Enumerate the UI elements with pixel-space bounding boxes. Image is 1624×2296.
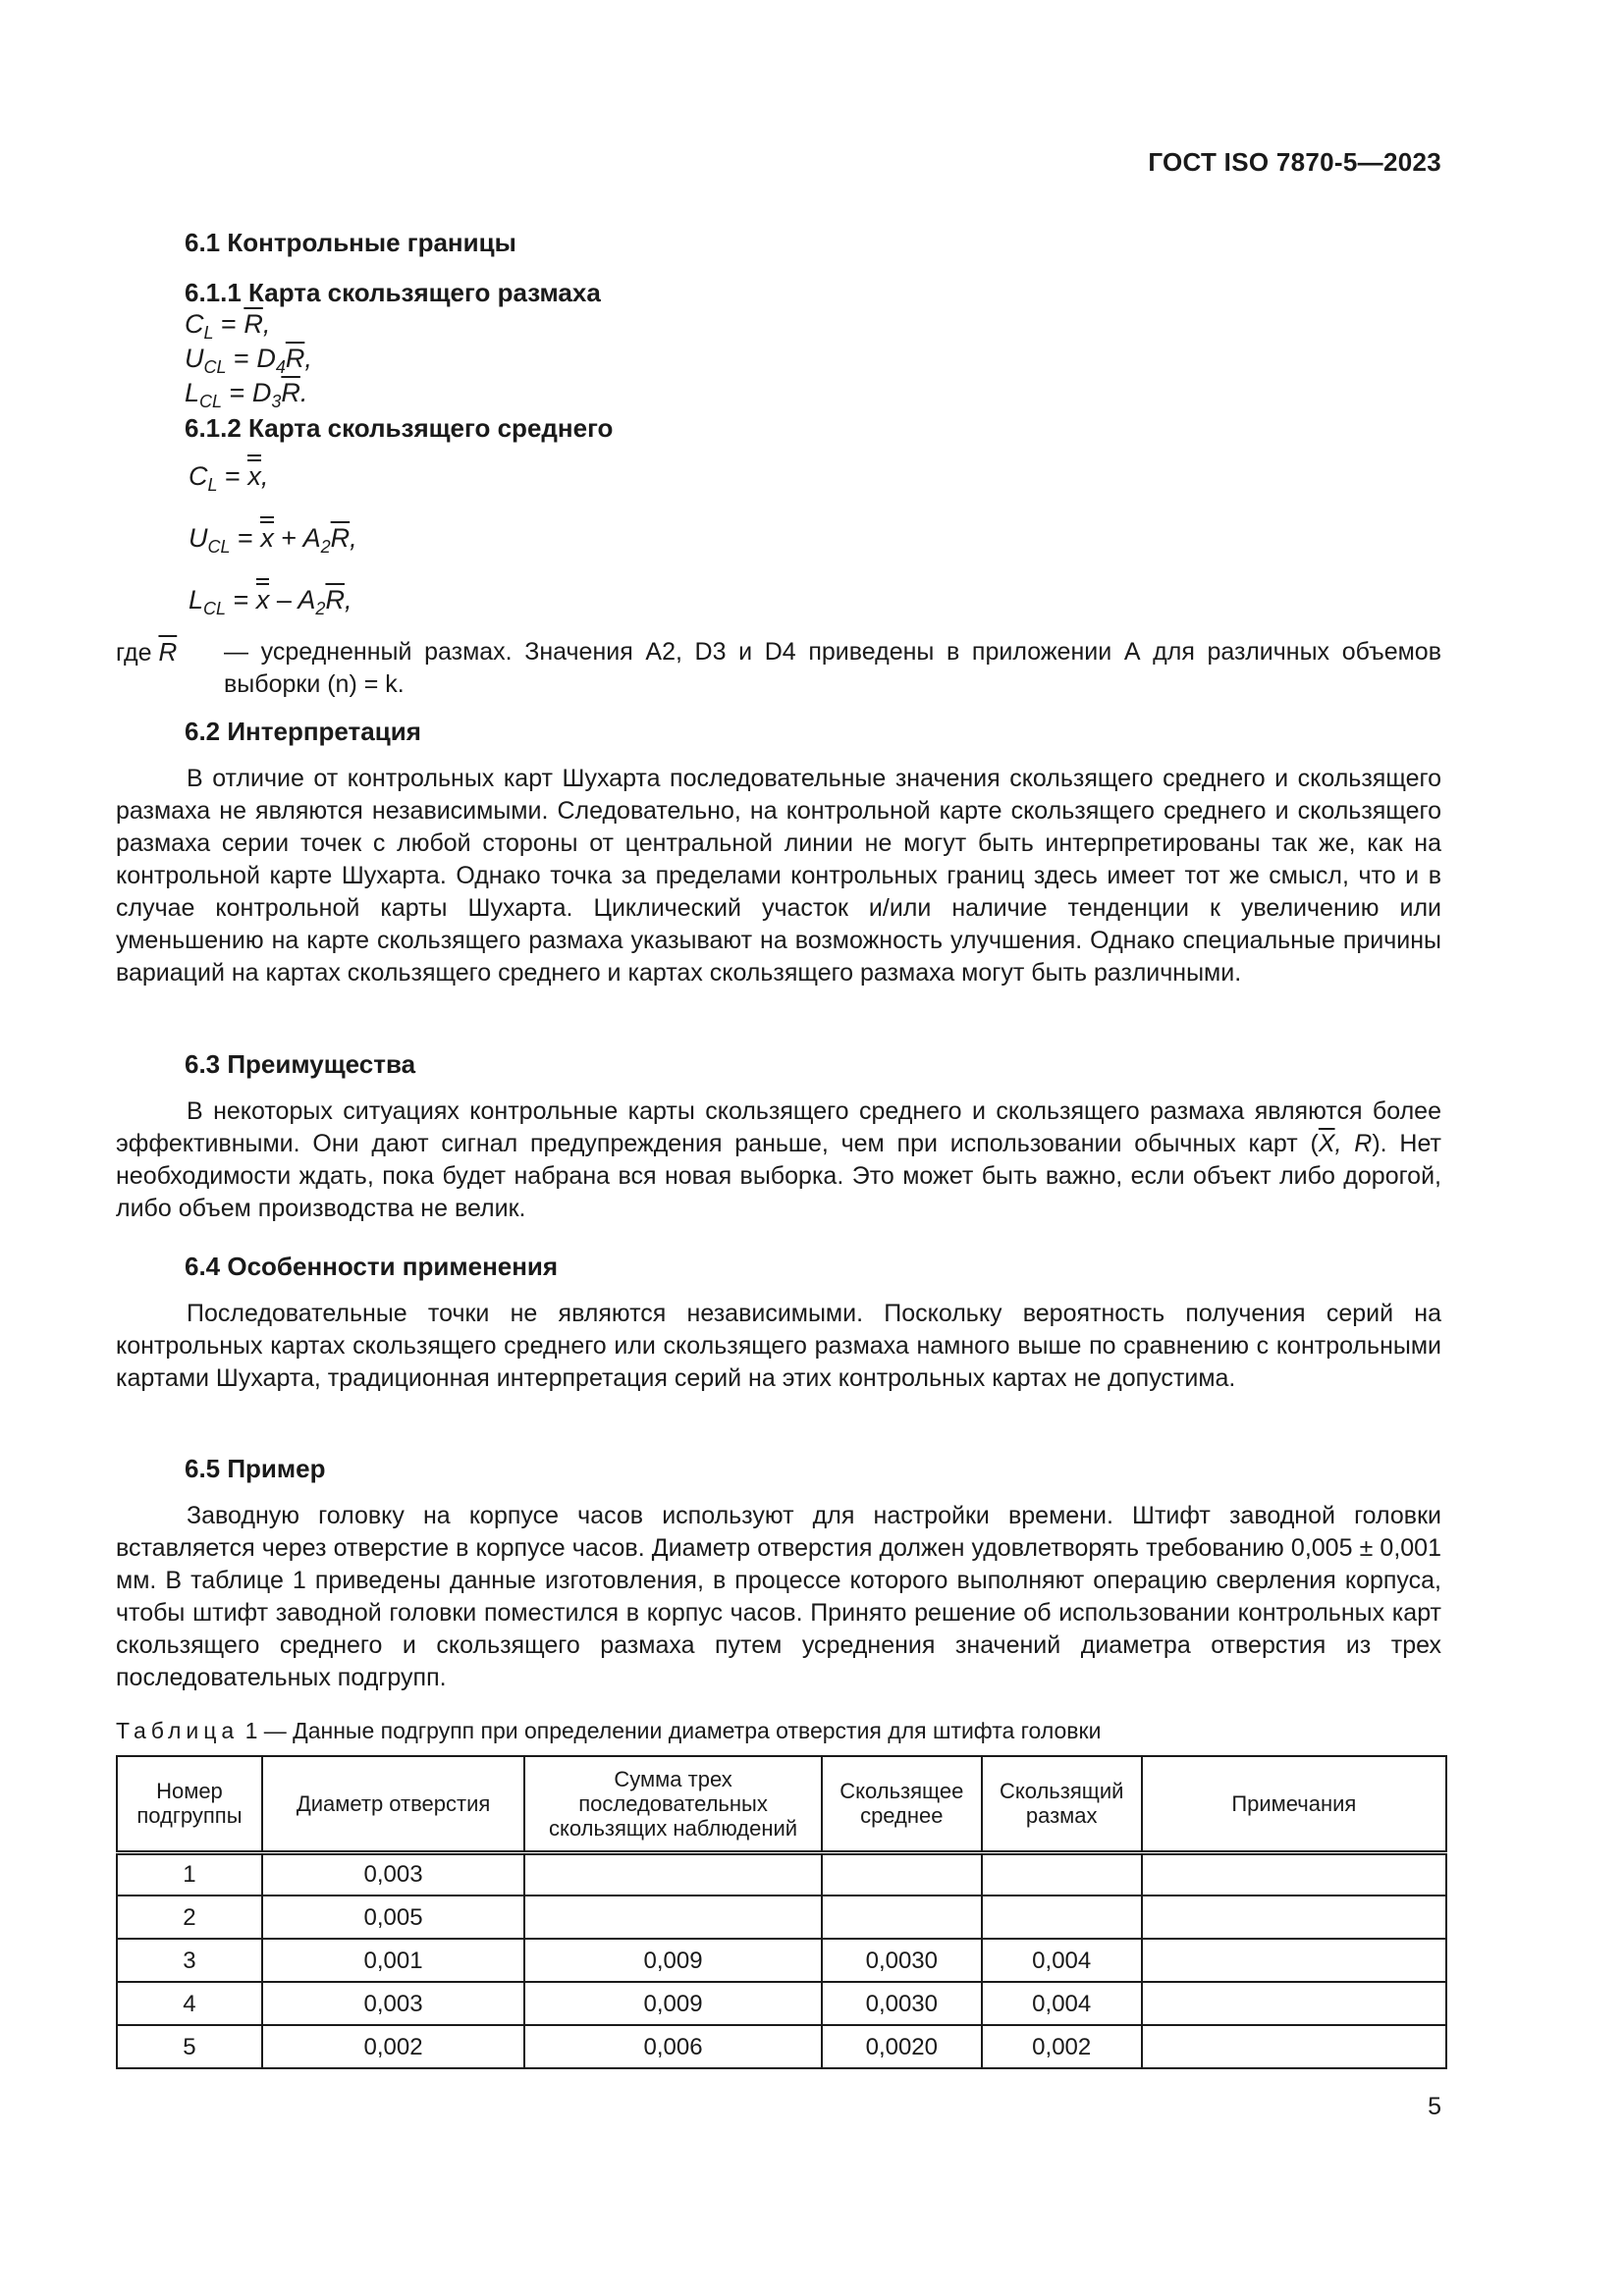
table-cell: 0,006 (524, 2025, 822, 2068)
document-header: ГОСТ ISO 7870-5—2023 (1148, 147, 1441, 177)
table-cell: 0,0030 (822, 1939, 982, 1982)
table-cell (1142, 1982, 1446, 2025)
table-cell (524, 1852, 822, 1896)
table-cell: 0,0030 (822, 1982, 982, 2025)
table-header-row (117, 1756, 1446, 1852)
column-header: Номер подгруппы (117, 1756, 262, 1852)
r-bar-symbol: $\overline{R}$ (158, 637, 178, 667)
table-cell (1142, 2025, 1446, 2068)
formula-ucl-mean: $U_{CL} = x + A_2\overline{R}$, (189, 523, 357, 557)
table-caption: Таблица 1 — Данные подгрупп при определении диаметра отверстия для штифта головки (116, 1718, 1102, 1743)
table-cell: 1 (117, 1852, 262, 1896)
section-6-1-1-heading: 6.1.1 Карта скользящего размаха (185, 278, 601, 307)
table-cell: 3 (117, 1939, 262, 1982)
table-cell: 0,002 (262, 2025, 524, 2068)
table-cell: 0,009 (524, 1982, 822, 2025)
formula-cl-mean: $C_L = x$, (189, 461, 269, 495)
table-cell (982, 1852, 1142, 1896)
table-cell: 0,002 (982, 2025, 1142, 2068)
section-6-1-2-heading: 6.1.2 Карта скользящего среднего (185, 413, 614, 443)
section-6-2-heading: 6.2 Интерпретация (185, 717, 421, 746)
column-header: Сумма трех последовательных скользящих наблюдений (524, 1756, 822, 1852)
column-header: Примечания (1142, 1756, 1446, 1852)
table-row (117, 1896, 1446, 1939)
table-cell (1142, 1939, 1446, 1982)
section-6-2-text: В отличие от контрольных карт Шухарта последовательные значения скользящего среднего и скользящего размаха не являются независимыми. Следовательно, на контрольной карте скользящего среднего и скользящего размаха серии точек с любой стороны от центральной линии не могут быть интерпретированы так же, как на контрольной карте Шухарта. Однако точка за пределами контрольных границ здесь имеет тот же смысл, что и в случае контрольной карты Шухарта. Циклический участок и/или наличие тенденции к увеличению или уменьшению на карте скользящего размаха указывают на возможность улучшения. Однако специальные причины вариаций на картах скользящего среднего и картах скользящего размаха могут быть различными. (116, 765, 1441, 987)
table-cell: 0,004 (982, 1982, 1142, 2025)
section-6-5-heading: 6.5 Пример (185, 1454, 326, 1483)
table-cell (1142, 1896, 1446, 1939)
column-header: Скользящий размах (982, 1756, 1142, 1852)
section-6-3-heading: 6.3 Преимущества (185, 1049, 416, 1079)
formula-cl-range: $C_L = \overline{R}$, (185, 309, 271, 343)
table-row (117, 2025, 1446, 2068)
table-cell: 2 (117, 1896, 262, 1939)
where-definition: — усредненный размах. Значения A2, D3 и D4 приведены в приложении А для различных объемов выборки (n) = k. (224, 638, 1441, 698)
column-header: Диаметр отверстия (262, 1756, 524, 1852)
section-6-4-heading: 6.4 Особенности применения (185, 1252, 559, 1281)
table-cell: 0,004 (982, 1939, 1142, 1982)
data-table (116, 1755, 1447, 2069)
table-cell (822, 1896, 982, 1939)
table-cell (822, 1852, 982, 1896)
table-cell (524, 1896, 822, 1939)
page-number: 5 (1428, 2093, 1441, 2120)
table-cell: 4 (117, 1982, 262, 2025)
formula-ucl-range: $U_{CL} = D_4\overline{R}$, (185, 344, 312, 377)
table-row (117, 1982, 1446, 2025)
table-cell: 5 (117, 2025, 262, 2068)
table-cell: 0,005 (262, 1896, 524, 1939)
table-cell: 0,003 (262, 1982, 524, 2025)
formula-lcl-range: $L_{CL} = D_3\overline{R}$. (185, 378, 308, 411)
section-6-1-heading: 6.1 Контрольные границы (185, 228, 516, 257)
section-6-4-text: Последовательные точки не являются независимыми. Поскольку вероятность получения серий на контрольных картах скользящего среднего или скользящего размаха намного выше по сравнению с контрольными картами Шухарта, традиционная интерпретация серий на этих контрольных картах не допустима. (116, 1300, 1441, 1392)
formula-lcl-mean: $L_{CL} = x - A_2\overline{R}$, (189, 585, 352, 618)
where-label: где $\overline{R}$ (116, 637, 178, 667)
section-6-3-text: В некоторых ситуациях контрольные карты скользящего среднего и скользящего размаха являются более эффективными. Они дают сигнал предупреждения раньше, чем при использовании обычных карт ($\overline{X}$, R). Нет необходимости ждать, пока будет набрана вся новая выборка. Это может быть важно, если объект либо дорогой, либо объем производства не велик. (116, 1097, 1442, 1222)
table-cell: 0,001 (262, 1939, 524, 1982)
table-cell: 0,0020 (822, 2025, 982, 2068)
section-6-5-text: Заводную головку на корпусе часов используют для настройки времени. Штифт заводной головки вставляется через отверстие в корпусе часов. Диаметр отверстия должен удовлетворять требованию 0,005 ± 0,001 мм. В таблице 1 приведены данные изготовления, в процессе которого выполняют операцию сверления корпуса, чтобы штифт заводной головки поместился в корпус часов. Принято решение об использовании контрольных карт скользящего среднего и скользящего размаха путем усреднения значений диаметра отверстия из трех последовательных подгрупп. (116, 1502, 1441, 1691)
table-row (117, 1852, 1446, 1896)
column-header: Скользящее среднее (822, 1756, 982, 1852)
table-row (117, 1939, 1446, 1982)
table-cell: 0,009 (524, 1939, 822, 1982)
table-cell (982, 1896, 1142, 1939)
table-cell: 0,003 (262, 1852, 524, 1896)
table-cell (1142, 1852, 1446, 1896)
